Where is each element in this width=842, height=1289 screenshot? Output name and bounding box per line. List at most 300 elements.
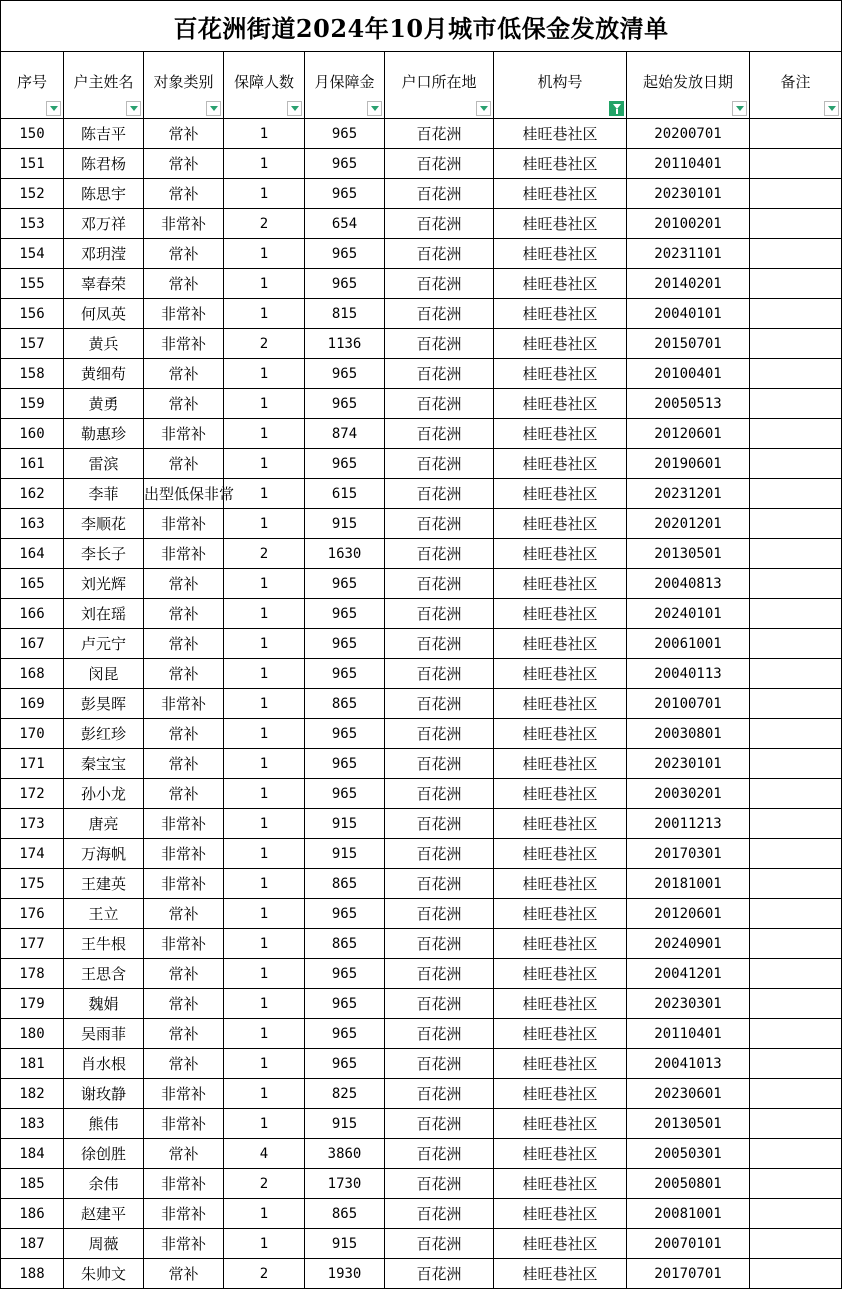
cell-institution[interactable]: 桂旺巷社区 xyxy=(494,839,627,869)
cell-institution[interactable]: 桂旺巷社区 xyxy=(494,569,627,599)
cell-seq[interactable]: 156 xyxy=(1,299,64,329)
cell-start-date[interactable]: 20100401 xyxy=(627,359,750,389)
cell-category[interactable]: 常补 xyxy=(144,749,224,779)
cell-start-date[interactable]: 20030201 xyxy=(627,779,750,809)
cell-registration[interactable]: 百花洲 xyxy=(385,359,494,389)
cell-remarks[interactable] xyxy=(750,389,842,419)
cell-start-date[interactable]: 20040101 xyxy=(627,299,750,329)
cell-registration[interactable]: 百花洲 xyxy=(385,599,494,629)
cell-start-date[interactable]: 20100701 xyxy=(627,689,750,719)
cell-persons[interactable]: 2 xyxy=(224,1169,305,1199)
cell-householder-name[interactable]: 彭红珍 xyxy=(64,719,144,749)
cell-registration[interactable]: 百花洲 xyxy=(385,809,494,839)
cell-institution[interactable]: 桂旺巷社区 xyxy=(494,779,627,809)
cell-registration[interactable]: 百花洲 xyxy=(385,899,494,929)
cell-seq[interactable]: 188 xyxy=(1,1259,64,1289)
cell-remarks[interactable] xyxy=(750,419,842,449)
cell-householder-name[interactable]: 闵昆 xyxy=(64,659,144,689)
cell-persons[interactable]: 1 xyxy=(224,749,305,779)
cell-institution[interactable]: 桂旺巷社区 xyxy=(494,1229,627,1259)
column-header-householder-name[interactable] xyxy=(64,52,144,119)
cell-category[interactable]: 常补 xyxy=(144,1259,224,1289)
cell-monthly-amount[interactable]: 965 xyxy=(305,899,385,929)
cell-registration[interactable]: 百花洲 xyxy=(385,239,494,269)
cell-remarks[interactable] xyxy=(750,989,842,1019)
cell-category[interactable]: 常补 xyxy=(144,449,224,479)
cell-start-date[interactable]: 20230101 xyxy=(627,179,750,209)
cell-persons[interactable]: 4 xyxy=(224,1139,305,1169)
filter-dropdown-button[interactable] xyxy=(287,101,302,116)
cell-start-date[interactable]: 20150701 xyxy=(627,329,750,359)
cell-institution[interactable]: 桂旺巷社区 xyxy=(494,1199,627,1229)
cell-monthly-amount[interactable]: 965 xyxy=(305,1049,385,1079)
cell-monthly-amount[interactable]: 965 xyxy=(305,629,385,659)
cell-householder-name[interactable]: 吴雨菲 xyxy=(64,1019,144,1049)
cell-householder-name[interactable]: 陈思宇 xyxy=(64,179,144,209)
cell-start-date[interactable]: 20230601 xyxy=(627,1079,750,1109)
cell-institution[interactable]: 桂旺巷社区 xyxy=(494,1169,627,1199)
cell-remarks[interactable] xyxy=(750,119,842,149)
cell-category[interactable]: 非常补 xyxy=(144,329,224,359)
cell-registration[interactable]: 百花洲 xyxy=(385,689,494,719)
cell-persons[interactable]: 1 xyxy=(224,119,305,149)
cell-monthly-amount[interactable]: 965 xyxy=(305,959,385,989)
cell-category[interactable]: 常补 xyxy=(144,269,224,299)
cell-householder-name[interactable]: 王思含 xyxy=(64,959,144,989)
cell-start-date[interactable]: 20110401 xyxy=(627,149,750,179)
filter-dropdown-button[interactable] xyxy=(824,101,839,116)
cell-institution[interactable]: 桂旺巷社区 xyxy=(494,629,627,659)
cell-householder-name[interactable]: 王建英 xyxy=(64,869,144,899)
cell-category[interactable]: 非常补 xyxy=(144,1079,224,1109)
cell-category[interactable]: 非常补 xyxy=(144,869,224,899)
cell-householder-name[interactable]: 肖水根 xyxy=(64,1049,144,1079)
cell-householder-name[interactable]: 余伟 xyxy=(64,1169,144,1199)
cell-institution[interactable]: 桂旺巷社区 xyxy=(494,749,627,779)
cell-category[interactable]: 常补 xyxy=(144,599,224,629)
cell-institution[interactable]: 桂旺巷社区 xyxy=(494,299,627,329)
cell-monthly-amount[interactable]: 965 xyxy=(305,989,385,1019)
cell-start-date[interactable]: 20120601 xyxy=(627,899,750,929)
cell-monthly-amount[interactable]: 965 xyxy=(305,569,385,599)
cell-start-date[interactable]: 20041013 xyxy=(627,1049,750,1079)
column-header-registration[interactable] xyxy=(385,52,494,119)
cell-householder-name[interactable]: 周薇 xyxy=(64,1229,144,1259)
cell-seq[interactable]: 150 xyxy=(1,119,64,149)
cell-remarks[interactable] xyxy=(750,899,842,929)
cell-householder-name[interactable]: 王牛根 xyxy=(64,929,144,959)
cell-remarks[interactable] xyxy=(750,1229,842,1259)
cell-householder-name[interactable]: 雷滨 xyxy=(64,449,144,479)
cell-seq[interactable]: 166 xyxy=(1,599,64,629)
cell-seq[interactable]: 182 xyxy=(1,1079,64,1109)
sheet-title[interactable]: 百花洲街道2024年10月城市低保金发放清单 xyxy=(1,1,842,52)
cell-institution[interactable]: 桂旺巷社区 xyxy=(494,929,627,959)
cell-persons[interactable]: 1 xyxy=(224,359,305,389)
cell-remarks[interactable] xyxy=(750,1169,842,1199)
cell-householder-name[interactable]: 辜春荣 xyxy=(64,269,144,299)
cell-persons[interactable]: 1 xyxy=(224,419,305,449)
cell-registration[interactable]: 百花洲 xyxy=(385,419,494,449)
cell-start-date[interactable]: 20040813 xyxy=(627,569,750,599)
filter-active-button[interactable] xyxy=(609,101,624,116)
cell-householder-name[interactable]: 魏娟 xyxy=(64,989,144,1019)
cell-seq[interactable]: 158 xyxy=(1,359,64,389)
cell-institution[interactable]: 桂旺巷社区 xyxy=(494,689,627,719)
cell-registration[interactable]: 百花洲 xyxy=(385,569,494,599)
cell-category[interactable]: 出型低保非常 xyxy=(144,479,224,509)
cell-registration[interactable]: 百花洲 xyxy=(385,509,494,539)
cell-householder-name[interactable]: 李长子 xyxy=(64,539,144,569)
cell-institution[interactable]: 桂旺巷社区 xyxy=(494,179,627,209)
cell-start-date[interactable]: 20100201 xyxy=(627,209,750,239)
cell-householder-name[interactable]: 王立 xyxy=(64,899,144,929)
cell-seq[interactable]: 168 xyxy=(1,659,64,689)
cell-category[interactable]: 常补 xyxy=(144,899,224,929)
cell-remarks[interactable] xyxy=(750,959,842,989)
cell-persons[interactable]: 1 xyxy=(224,179,305,209)
cell-registration[interactable]: 百花洲 xyxy=(385,719,494,749)
cell-institution[interactable]: 桂旺巷社区 xyxy=(494,1259,627,1289)
cell-persons[interactable]: 1 xyxy=(224,689,305,719)
cell-institution[interactable]: 桂旺巷社区 xyxy=(494,1139,627,1169)
cell-registration[interactable]: 百花洲 xyxy=(385,119,494,149)
cell-remarks[interactable] xyxy=(750,599,842,629)
cell-category[interactable]: 非常补 xyxy=(144,1199,224,1229)
cell-category[interactable]: 非常补 xyxy=(144,209,224,239)
cell-remarks[interactable] xyxy=(750,569,842,599)
cell-householder-name[interactable]: 邓万祥 xyxy=(64,209,144,239)
cell-institution[interactable]: 桂旺巷社区 xyxy=(494,1109,627,1139)
cell-category[interactable]: 非常补 xyxy=(144,839,224,869)
cell-seq[interactable]: 157 xyxy=(1,329,64,359)
cell-householder-name[interactable]: 黄勇 xyxy=(64,389,144,419)
cell-registration[interactable]: 百花洲 xyxy=(385,329,494,359)
cell-institution[interactable]: 桂旺巷社区 xyxy=(494,599,627,629)
cell-monthly-amount[interactable]: 1136 xyxy=(305,329,385,359)
cell-registration[interactable]: 百花洲 xyxy=(385,779,494,809)
cell-monthly-amount[interactable]: 915 xyxy=(305,1229,385,1259)
cell-category[interactable]: 非常补 xyxy=(144,1229,224,1259)
cell-remarks[interactable] xyxy=(750,1109,842,1139)
cell-monthly-amount[interactable]: 965 xyxy=(305,659,385,689)
cell-seq[interactable]: 165 xyxy=(1,569,64,599)
cell-householder-name[interactable]: 唐亮 xyxy=(64,809,144,839)
cell-householder-name[interactable]: 卢元宁 xyxy=(64,629,144,659)
cell-monthly-amount[interactable]: 1730 xyxy=(305,1169,385,1199)
cell-seq[interactable]: 159 xyxy=(1,389,64,419)
cell-category[interactable]: 常补 xyxy=(144,179,224,209)
cell-institution[interactable]: 桂旺巷社区 xyxy=(494,359,627,389)
cell-category[interactable]: 非常补 xyxy=(144,299,224,329)
cell-monthly-amount[interactable]: 915 xyxy=(305,839,385,869)
cell-start-date[interactable]: 20030801 xyxy=(627,719,750,749)
cell-start-date[interactable]: 20041201 xyxy=(627,959,750,989)
cell-monthly-amount[interactable]: 965 xyxy=(305,179,385,209)
cell-monthly-amount[interactable]: 965 xyxy=(305,449,385,479)
cell-registration[interactable]: 百花洲 xyxy=(385,929,494,959)
cell-monthly-amount[interactable]: 965 xyxy=(305,719,385,749)
cell-institution[interactable]: 桂旺巷社区 xyxy=(494,479,627,509)
cell-householder-name[interactable]: 徐创胜 xyxy=(64,1139,144,1169)
cell-remarks[interactable] xyxy=(750,239,842,269)
cell-seq[interactable]: 153 xyxy=(1,209,64,239)
cell-category[interactable]: 常补 xyxy=(144,389,224,419)
cell-category[interactable]: 非常补 xyxy=(144,809,224,839)
cell-remarks[interactable] xyxy=(750,179,842,209)
cell-remarks[interactable] xyxy=(750,1139,842,1169)
cell-institution[interactable]: 桂旺巷社区 xyxy=(494,1079,627,1109)
cell-monthly-amount[interactable]: 965 xyxy=(305,269,385,299)
cell-seq[interactable]: 154 xyxy=(1,239,64,269)
cell-householder-name[interactable]: 刘在瑶 xyxy=(64,599,144,629)
cell-householder-name[interactable]: 孙小龙 xyxy=(64,779,144,809)
cell-registration[interactable]: 百花洲 xyxy=(385,959,494,989)
cell-remarks[interactable] xyxy=(750,869,842,899)
cell-householder-name[interactable]: 刘光辉 xyxy=(64,569,144,599)
cell-persons[interactable]: 1 xyxy=(224,509,305,539)
cell-persons[interactable]: 1 xyxy=(224,299,305,329)
cell-registration[interactable]: 百花洲 xyxy=(385,1229,494,1259)
cell-monthly-amount[interactable]: 865 xyxy=(305,869,385,899)
cell-registration[interactable]: 百花洲 xyxy=(385,629,494,659)
cell-persons[interactable]: 1 xyxy=(224,449,305,479)
cell-monthly-amount[interactable]: 865 xyxy=(305,689,385,719)
filter-dropdown-button[interactable] xyxy=(126,101,141,116)
cell-start-date[interactable]: 20050513 xyxy=(627,389,750,419)
cell-monthly-amount[interactable]: 965 xyxy=(305,779,385,809)
cell-persons[interactable]: 1 xyxy=(224,629,305,659)
cell-seq[interactable]: 167 xyxy=(1,629,64,659)
cell-institution[interactable]: 桂旺巷社区 xyxy=(494,329,627,359)
cell-registration[interactable]: 百花洲 xyxy=(385,749,494,779)
cell-remarks[interactable] xyxy=(750,779,842,809)
filter-dropdown-button[interactable] xyxy=(476,101,491,116)
cell-monthly-amount[interactable]: 1930 xyxy=(305,1259,385,1289)
cell-persons[interactable]: 1 xyxy=(224,809,305,839)
cell-start-date[interactable]: 20040113 xyxy=(627,659,750,689)
cell-start-date[interactable]: 20230101 xyxy=(627,749,750,779)
cell-monthly-amount[interactable]: 615 xyxy=(305,479,385,509)
cell-remarks[interactable] xyxy=(750,299,842,329)
cell-householder-name[interactable]: 勒惠珍 xyxy=(64,419,144,449)
cell-remarks[interactable] xyxy=(750,449,842,479)
cell-category[interactable]: 常补 xyxy=(144,1139,224,1169)
cell-seq[interactable]: 186 xyxy=(1,1199,64,1229)
cell-start-date[interactable]: 20170701 xyxy=(627,1259,750,1289)
cell-remarks[interactable] xyxy=(750,269,842,299)
cell-institution[interactable]: 桂旺巷社区 xyxy=(494,719,627,749)
cell-persons[interactable]: 1 xyxy=(224,269,305,299)
cell-monthly-amount[interactable]: 965 xyxy=(305,599,385,629)
cell-remarks[interactable] xyxy=(750,689,842,719)
cell-seq[interactable]: 151 xyxy=(1,149,64,179)
column-header-remarks[interactable] xyxy=(750,52,842,119)
cell-registration[interactable]: 百花洲 xyxy=(385,149,494,179)
cell-persons[interactable]: 1 xyxy=(224,959,305,989)
cell-seq[interactable]: 180 xyxy=(1,1019,64,1049)
filter-dropdown-button[interactable] xyxy=(206,101,221,116)
cell-registration[interactable]: 百花洲 xyxy=(385,989,494,1019)
cell-seq[interactable]: 160 xyxy=(1,419,64,449)
cell-householder-name[interactable]: 黄兵 xyxy=(64,329,144,359)
cell-seq[interactable]: 177 xyxy=(1,929,64,959)
cell-registration[interactable]: 百花洲 xyxy=(385,1199,494,1229)
cell-institution[interactable]: 桂旺巷社区 xyxy=(494,959,627,989)
cell-seq[interactable]: 170 xyxy=(1,719,64,749)
cell-registration[interactable]: 百花洲 xyxy=(385,389,494,419)
cell-start-date[interactable]: 20231201 xyxy=(627,479,750,509)
cell-registration[interactable]: 百花洲 xyxy=(385,1109,494,1139)
cell-persons[interactable]: 1 xyxy=(224,1109,305,1139)
cell-persons[interactable]: 1 xyxy=(224,659,305,689)
cell-institution[interactable]: 桂旺巷社区 xyxy=(494,539,627,569)
cell-monthly-amount[interactable]: 965 xyxy=(305,389,385,419)
cell-persons[interactable]: 1 xyxy=(224,479,305,509)
cell-householder-name[interactable]: 李菲 xyxy=(64,479,144,509)
cell-householder-name[interactable]: 彭昊晖 xyxy=(64,689,144,719)
cell-persons[interactable]: 1 xyxy=(224,989,305,1019)
cell-category[interactable]: 常补 xyxy=(144,719,224,749)
cell-registration[interactable]: 百花洲 xyxy=(385,179,494,209)
cell-institution[interactable]: 桂旺巷社区 xyxy=(494,1019,627,1049)
cell-institution[interactable]: 桂旺巷社区 xyxy=(494,149,627,179)
cell-institution[interactable]: 桂旺巷社区 xyxy=(494,809,627,839)
cell-category[interactable]: 非常补 xyxy=(144,509,224,539)
filter-dropdown-button[interactable] xyxy=(732,101,747,116)
cell-category[interactable]: 常补 xyxy=(144,119,224,149)
cell-monthly-amount[interactable]: 965 xyxy=(305,119,385,149)
cell-seq[interactable]: 161 xyxy=(1,449,64,479)
cell-registration[interactable]: 百花洲 xyxy=(385,1139,494,1169)
cell-category[interactable]: 常补 xyxy=(144,149,224,179)
cell-persons[interactable]: 1 xyxy=(224,839,305,869)
cell-remarks[interactable] xyxy=(750,629,842,659)
cell-persons[interactable]: 1 xyxy=(224,1049,305,1079)
cell-category[interactable]: 常补 xyxy=(144,659,224,689)
cell-persons[interactable]: 1 xyxy=(224,1019,305,1049)
cell-householder-name[interactable]: 熊伟 xyxy=(64,1109,144,1139)
cell-category[interactable]: 非常补 xyxy=(144,1109,224,1139)
cell-institution[interactable]: 桂旺巷社区 xyxy=(494,419,627,449)
cell-seq[interactable]: 155 xyxy=(1,269,64,299)
cell-persons[interactable]: 1 xyxy=(224,869,305,899)
cell-seq[interactable]: 187 xyxy=(1,1229,64,1259)
cell-start-date[interactable]: 20070101 xyxy=(627,1229,750,1259)
cell-seq[interactable]: 179 xyxy=(1,989,64,1019)
cell-registration[interactable]: 百花洲 xyxy=(385,1049,494,1079)
cell-seq[interactable]: 175 xyxy=(1,869,64,899)
cell-category[interactable]: 常补 xyxy=(144,359,224,389)
cell-householder-name[interactable]: 谢玫静 xyxy=(64,1079,144,1109)
cell-start-date[interactable]: 20061001 xyxy=(627,629,750,659)
cell-category[interactable]: 常补 xyxy=(144,239,224,269)
cell-remarks[interactable] xyxy=(750,749,842,779)
cell-householder-name[interactable]: 邓玥滢 xyxy=(64,239,144,269)
cell-category[interactable]: 非常补 xyxy=(144,419,224,449)
cell-start-date[interactable]: 20200701 xyxy=(627,119,750,149)
cell-registration[interactable]: 百花洲 xyxy=(385,449,494,479)
cell-remarks[interactable] xyxy=(750,1049,842,1079)
cell-monthly-amount[interactable]: 915 xyxy=(305,1109,385,1139)
cell-seq[interactable]: 163 xyxy=(1,509,64,539)
cell-category[interactable]: 常补 xyxy=(144,629,224,659)
cell-category[interactable]: 非常补 xyxy=(144,1169,224,1199)
cell-seq[interactable]: 176 xyxy=(1,899,64,929)
cell-householder-name[interactable]: 陈君杨 xyxy=(64,149,144,179)
cell-persons[interactable]: 2 xyxy=(224,209,305,239)
cell-householder-name[interactable]: 朱帅文 xyxy=(64,1259,144,1289)
cell-monthly-amount[interactable]: 915 xyxy=(305,509,385,539)
cell-remarks[interactable] xyxy=(750,539,842,569)
cell-monthly-amount[interactable]: 874 xyxy=(305,419,385,449)
cell-institution[interactable]: 桂旺巷社区 xyxy=(494,389,627,419)
cell-remarks[interactable] xyxy=(750,1079,842,1109)
cell-registration[interactable]: 百花洲 xyxy=(385,1169,494,1199)
cell-monthly-amount[interactable]: 965 xyxy=(305,359,385,389)
cell-remarks[interactable] xyxy=(750,719,842,749)
cell-persons[interactable]: 1 xyxy=(224,599,305,629)
cell-monthly-amount[interactable]: 865 xyxy=(305,1199,385,1229)
column-header-category[interactable] xyxy=(144,52,224,119)
cell-persons[interactable]: 1 xyxy=(224,929,305,959)
cell-remarks[interactable] xyxy=(750,659,842,689)
cell-category[interactable]: 常补 xyxy=(144,569,224,599)
cell-monthly-amount[interactable]: 915 xyxy=(305,809,385,839)
cell-start-date[interactable]: 20081001 xyxy=(627,1199,750,1229)
cell-seq[interactable]: 172 xyxy=(1,779,64,809)
cell-persons[interactable]: 1 xyxy=(224,779,305,809)
cell-persons[interactable]: 1 xyxy=(224,239,305,269)
cell-start-date[interactable]: 20240901 xyxy=(627,929,750,959)
cell-institution[interactable]: 桂旺巷社区 xyxy=(494,659,627,689)
cell-registration[interactable]: 百花洲 xyxy=(385,1259,494,1289)
cell-remarks[interactable] xyxy=(750,329,842,359)
cell-category[interactable]: 常补 xyxy=(144,1019,224,1049)
cell-monthly-amount[interactable]: 1630 xyxy=(305,539,385,569)
cell-institution[interactable]: 桂旺巷社区 xyxy=(494,869,627,899)
cell-persons[interactable]: 1 xyxy=(224,899,305,929)
cell-seq[interactable]: 162 xyxy=(1,479,64,509)
cell-registration[interactable]: 百花洲 xyxy=(385,1019,494,1049)
cell-seq[interactable]: 178 xyxy=(1,959,64,989)
cell-category[interactable]: 常补 xyxy=(144,989,224,1019)
column-header-persons[interactable] xyxy=(224,52,305,119)
cell-institution[interactable]: 桂旺巷社区 xyxy=(494,509,627,539)
cell-start-date[interactable]: 20190601 xyxy=(627,449,750,479)
cell-persons[interactable]: 1 xyxy=(224,149,305,179)
cell-registration[interactable]: 百花洲 xyxy=(385,839,494,869)
cell-persons[interactable]: 2 xyxy=(224,539,305,569)
cell-start-date[interactable]: 20170301 xyxy=(627,839,750,869)
cell-registration[interactable]: 百花洲 xyxy=(385,299,494,329)
cell-institution[interactable]: 桂旺巷社区 xyxy=(494,119,627,149)
cell-seq[interactable]: 171 xyxy=(1,749,64,779)
cell-start-date[interactable]: 20110401 xyxy=(627,1019,750,1049)
cell-householder-name[interactable]: 黄细苟 xyxy=(64,359,144,389)
cell-start-date[interactable]: 20230301 xyxy=(627,989,750,1019)
cell-remarks[interactable] xyxy=(750,809,842,839)
cell-householder-name[interactable]: 陈吉平 xyxy=(64,119,144,149)
cell-seq[interactable]: 183 xyxy=(1,1109,64,1139)
cell-persons[interactable]: 1 xyxy=(224,1199,305,1229)
cell-start-date[interactable]: 20181001 xyxy=(627,869,750,899)
cell-remarks[interactable] xyxy=(750,359,842,389)
cell-start-date[interactable]: 20050301 xyxy=(627,1139,750,1169)
cell-start-date[interactable]: 20130501 xyxy=(627,1109,750,1139)
column-header-seq[interactable] xyxy=(1,52,64,119)
cell-registration[interactable]: 百花洲 xyxy=(385,269,494,299)
